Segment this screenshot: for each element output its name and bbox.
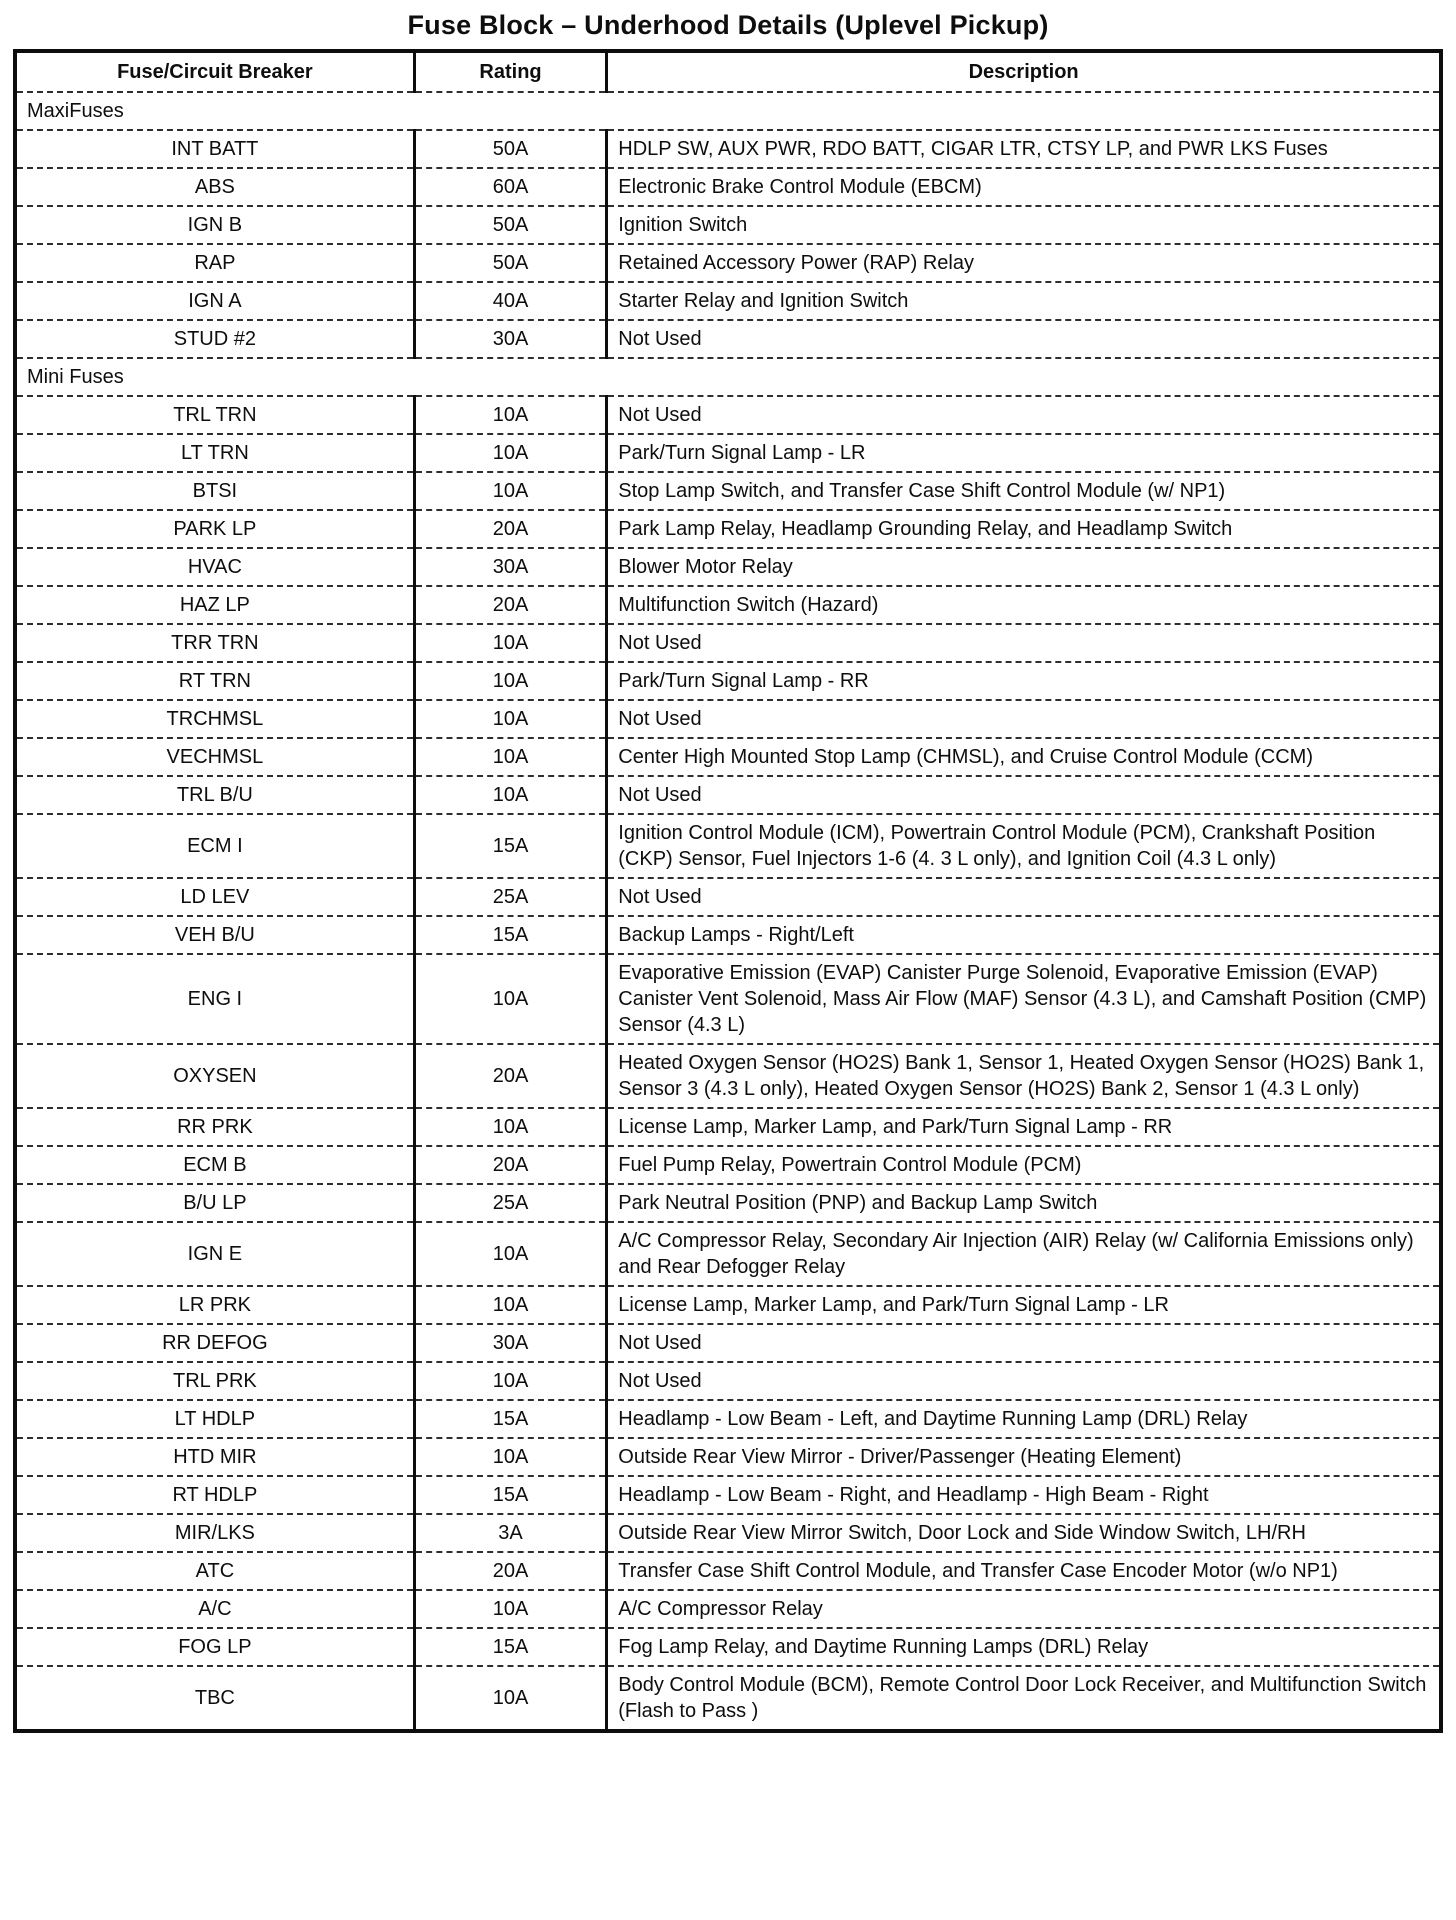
fuse-cell: TRCHMSL [166, 708, 264, 730]
description-cell: License Lamp, Marker Lamp, and Park/Turn Signal Lamp - LR [607, 1286, 1441, 1324]
fuse-cell: FOG LP [178, 1636, 252, 1658]
rating-cell: 10A [414, 1666, 607, 1731]
header-row [15, 51, 1441, 92]
rating-cell: 25A [414, 878, 607, 916]
table-row [15, 548, 1441, 586]
table-row [15, 1476, 1441, 1514]
fuse-cell: B/U LP [183, 1192, 247, 1214]
description-cell: Starter Relay and Ignition Switch [607, 282, 1441, 320]
table-row [15, 1438, 1441, 1476]
fuse-cell: RT HDLP [172, 1484, 258, 1506]
table-row [15, 1044, 1441, 1108]
table-row [15, 168, 1441, 206]
table-row [15, 1184, 1441, 1222]
fuse-cell: HAZ LP [179, 594, 250, 616]
rating-cell: 50A [414, 244, 607, 282]
table-row [15, 954, 1441, 1044]
description-cell: Electronic Brake Control Module (EBCM) [607, 168, 1441, 206]
fuse-cell: A/C [198, 1598, 232, 1620]
description-cell: Not Used [607, 624, 1441, 662]
fuse-cell: RR DEFOG [162, 1332, 268, 1354]
description-cell: Park/Turn Signal Lamp - LR [607, 434, 1441, 472]
fuse-cell: ENG I [187, 988, 243, 1010]
description-cell: Ignition Switch [607, 206, 1441, 244]
table-row [15, 916, 1441, 954]
rating-cell: 30A [414, 548, 607, 586]
rating-cell: 10A [414, 434, 607, 472]
description-cell: Outside Rear View Mirror Switch, Door Lock and Side Window Switch, LH/RH [607, 1514, 1441, 1552]
table-row [15, 1552, 1441, 1590]
fuse-cell: PARK LP [173, 518, 257, 540]
table-row [15, 320, 1441, 358]
description-cell: Not Used [607, 878, 1441, 916]
table-row [15, 510, 1441, 548]
description-cell: Fog Lamp Relay, and Daytime Running Lamps (DRL) Relay [607, 1628, 1441, 1666]
fuse-cell: STUD #2 [173, 328, 256, 350]
fuse-cell: HVAC [187, 556, 242, 578]
rating-cell: 10A [414, 1108, 607, 1146]
description-cell: Not Used [607, 1362, 1441, 1400]
description-cell: Blower Motor Relay [607, 548, 1441, 586]
rating-cell: 50A [414, 130, 607, 168]
description-cell: Multifunction Switch (Hazard) [607, 586, 1441, 624]
table-row [15, 738, 1441, 776]
table-row [15, 434, 1441, 472]
description-cell: Headlamp - Low Beam - Left, and Daytime Running Lamp (DRL) Relay [607, 1400, 1441, 1438]
fuse-cell: ECM B [183, 1154, 247, 1176]
rating-cell: 15A [414, 1476, 607, 1514]
rating-cell: 50A [414, 206, 607, 244]
table-row [15, 1222, 1441, 1286]
description-cell: Backup Lamps - Right/Left [607, 916, 1441, 954]
rating-cell: 10A [414, 1286, 607, 1324]
description-cell: Not Used [607, 700, 1441, 738]
fuse-table-body [15, 92, 1441, 1731]
rating-cell: 15A [414, 814, 607, 878]
column-header-description: Description [607, 51, 1441, 92]
description-cell: Outside Rear View Mirror - Driver/Passenger (Heating Element) [607, 1438, 1441, 1476]
table-row [15, 1666, 1441, 1731]
rating-cell: 20A [414, 1146, 607, 1184]
table-row [15, 624, 1441, 662]
table-row [15, 1108, 1441, 1146]
table-row [15, 1362, 1441, 1400]
description-cell: Center High Mounted Stop Lamp (CHMSL), and Cruise Control Module (CCM) [607, 738, 1441, 776]
table-row [15, 776, 1441, 814]
description-cell: Body Control Module (BCM), Remote Control Door Lock Receiver, and Multifunction Switch (Flash to Pass ) [607, 1666, 1441, 1731]
table-row [15, 700, 1441, 738]
description-cell: Not Used [607, 320, 1441, 358]
table-row [15, 1628, 1441, 1666]
description-cell: Headlamp - Low Beam - Right, and Headlamp - High Beam - Right [607, 1476, 1441, 1514]
description-cell: Heated Oxygen Sensor (HO2S) Bank 1, Sensor 1, Heated Oxygen Sensor (HO2S) Bank 1, Sensor 3 (4.3 L only), Heated Oxygen Sensor (HO2S) Bank 2, Sensor 1 (4.3 L only) [607, 1044, 1441, 1108]
description-cell: Not Used [607, 776, 1441, 814]
rating-cell: 15A [414, 916, 607, 954]
description-cell: Transfer Case Shift Control Module, and Transfer Case Encoder Motor (w/o NP1) [607, 1552, 1441, 1590]
description-cell: Fuel Pump Relay, Powertrain Control Module (PCM) [607, 1146, 1441, 1184]
fuse-cell: OXYSEN [173, 1065, 257, 1087]
table-row [15, 1400, 1441, 1438]
rating-cell: 10A [414, 396, 607, 434]
table-row [15, 206, 1441, 244]
description-cell: HDLP SW, AUX PWR, RDO BATT, CIGAR LTR, CTSY LP, and PWR LKS Fuses [607, 130, 1441, 168]
table-row [15, 282, 1441, 320]
table-row [15, 244, 1441, 282]
description-cell: A/C Compressor Relay, Secondary Air Injection (AIR) Relay (w/ California Emissions only) and Rear Defogger Relay [607, 1222, 1441, 1286]
column-header-rating: Rating [414, 51, 607, 92]
fuse-cell: VECHMSL [166, 746, 264, 768]
rating-cell: 10A [414, 1362, 607, 1400]
fuse-cell: TRL B/U [176, 784, 253, 806]
description-cell: Retained Accessory Power (RAP) Relay [607, 244, 1441, 282]
rating-cell: 10A [414, 662, 607, 700]
rating-cell: 20A [414, 510, 607, 548]
fuse-cell: IGN A [188, 290, 242, 312]
fuse-cell: TRL TRN [173, 404, 257, 426]
rating-cell: 60A [414, 168, 607, 206]
fuse-cell: ECM I [187, 835, 243, 857]
table-row [15, 586, 1441, 624]
rating-cell: 10A [414, 700, 607, 738]
table-row [15, 1590, 1441, 1628]
fuse-cell: TBC [194, 1687, 235, 1709]
fuse-cell: RAP [194, 252, 236, 274]
table-row [15, 1514, 1441, 1552]
fuse-cell: TRL PRK [173, 1370, 257, 1392]
fuse-cell: RR PRK [177, 1116, 253, 1138]
rating-cell: 3A [414, 1514, 607, 1552]
section-row [15, 92, 1441, 130]
rating-cell: 30A [414, 320, 607, 358]
rating-cell: 20A [414, 1044, 607, 1108]
fuse-cell: RT TRN [178, 670, 251, 692]
rating-cell: 10A [414, 1222, 607, 1286]
table-row [15, 662, 1441, 700]
rating-cell: 10A [414, 954, 607, 1044]
description-cell: License Lamp, Marker Lamp, and Park/Turn Signal Lamp - RR [607, 1108, 1441, 1146]
fuse-cell: VEH B/U [174, 924, 255, 946]
column-header-fuse: Fuse/Circuit Breaker [117, 61, 313, 83]
fuse-cell: IGN B [187, 214, 243, 236]
rating-cell: 20A [414, 1552, 607, 1590]
table-row [15, 472, 1441, 510]
table-row [15, 1286, 1441, 1324]
rating-cell: 25A [414, 1184, 607, 1222]
rating-cell: 40A [414, 282, 607, 320]
fuse-cell: TRR TRN [171, 632, 259, 654]
rating-cell: 10A [414, 1438, 607, 1476]
section-label: Mini Fuses [27, 366, 124, 388]
description-cell: Evaporative Emission (EVAP) Canister Purge Solenoid, Evaporative Emission (EVAP) Canister Vent Solenoid, Mass Air Flow (MAF) Sensor (4.3 L), and Camshaft Position (CMP) Sensor (4.3 L) [607, 954, 1441, 1044]
fuse-cell: MIR/LKS [174, 1522, 255, 1544]
fuse-cell: LD LEV [180, 886, 250, 908]
fuse-cell: ATC [195, 1560, 235, 1582]
table-row [15, 396, 1441, 434]
rating-cell: 15A [414, 1628, 607, 1666]
rating-cell: 10A [414, 472, 607, 510]
table-row [15, 878, 1441, 916]
fuse-cell: HTD MIR [173, 1446, 257, 1468]
table-row [15, 1146, 1441, 1184]
rating-cell: 10A [414, 776, 607, 814]
fuse-cell: LT TRN [180, 442, 249, 464]
description-cell: Park Lamp Relay, Headlamp Grounding Relay, and Headlamp Switch [607, 510, 1441, 548]
table-row [15, 814, 1441, 878]
page-title: Fuse Block – Underhood Details (Uplevel Pickup) [407, 10, 1049, 40]
fuse-cell: LR PRK [178, 1294, 251, 1316]
fuse-cell: IGN E [187, 1243, 243, 1265]
description-cell: Park/Turn Signal Lamp - RR [607, 662, 1441, 700]
rating-cell: 30A [414, 1324, 607, 1362]
fuse-cell: INT BATT [171, 138, 259, 160]
table-row [15, 130, 1441, 168]
description-cell: Stop Lamp Switch, and Transfer Case Shift Control Module (w/ NP1) [607, 472, 1441, 510]
description-cell: Not Used [607, 396, 1441, 434]
table-row [15, 1324, 1441, 1362]
rating-cell: 15A [414, 1400, 607, 1438]
section-row [15, 358, 1441, 396]
description-cell: Not Used [607, 1324, 1441, 1362]
fuse-cell: BTSI [192, 480, 238, 502]
rating-cell: 10A [414, 624, 607, 662]
fuse-cell: ABS [194, 176, 235, 198]
fuse-cell: LT HDLP [174, 1408, 256, 1430]
rating-cell: 10A [414, 1590, 607, 1628]
rating-cell: 20A [414, 586, 607, 624]
rating-cell: 10A [414, 738, 607, 776]
description-cell: Ignition Control Module (ICM), Powertrain Control Module (PCM), Crankshaft Position (CKP) Sensor, Fuel Injectors 1-6 (4. 3 L only), and Ignition Coil (4.3 L only) [607, 814, 1441, 878]
description-cell: Park Neutral Position (PNP) and Backup Lamp Switch [607, 1184, 1441, 1222]
fuse-table [13, 49, 1443, 1733]
description-cell: A/C Compressor Relay [607, 1590, 1441, 1628]
section-label: MaxiFuses [27, 100, 124, 122]
